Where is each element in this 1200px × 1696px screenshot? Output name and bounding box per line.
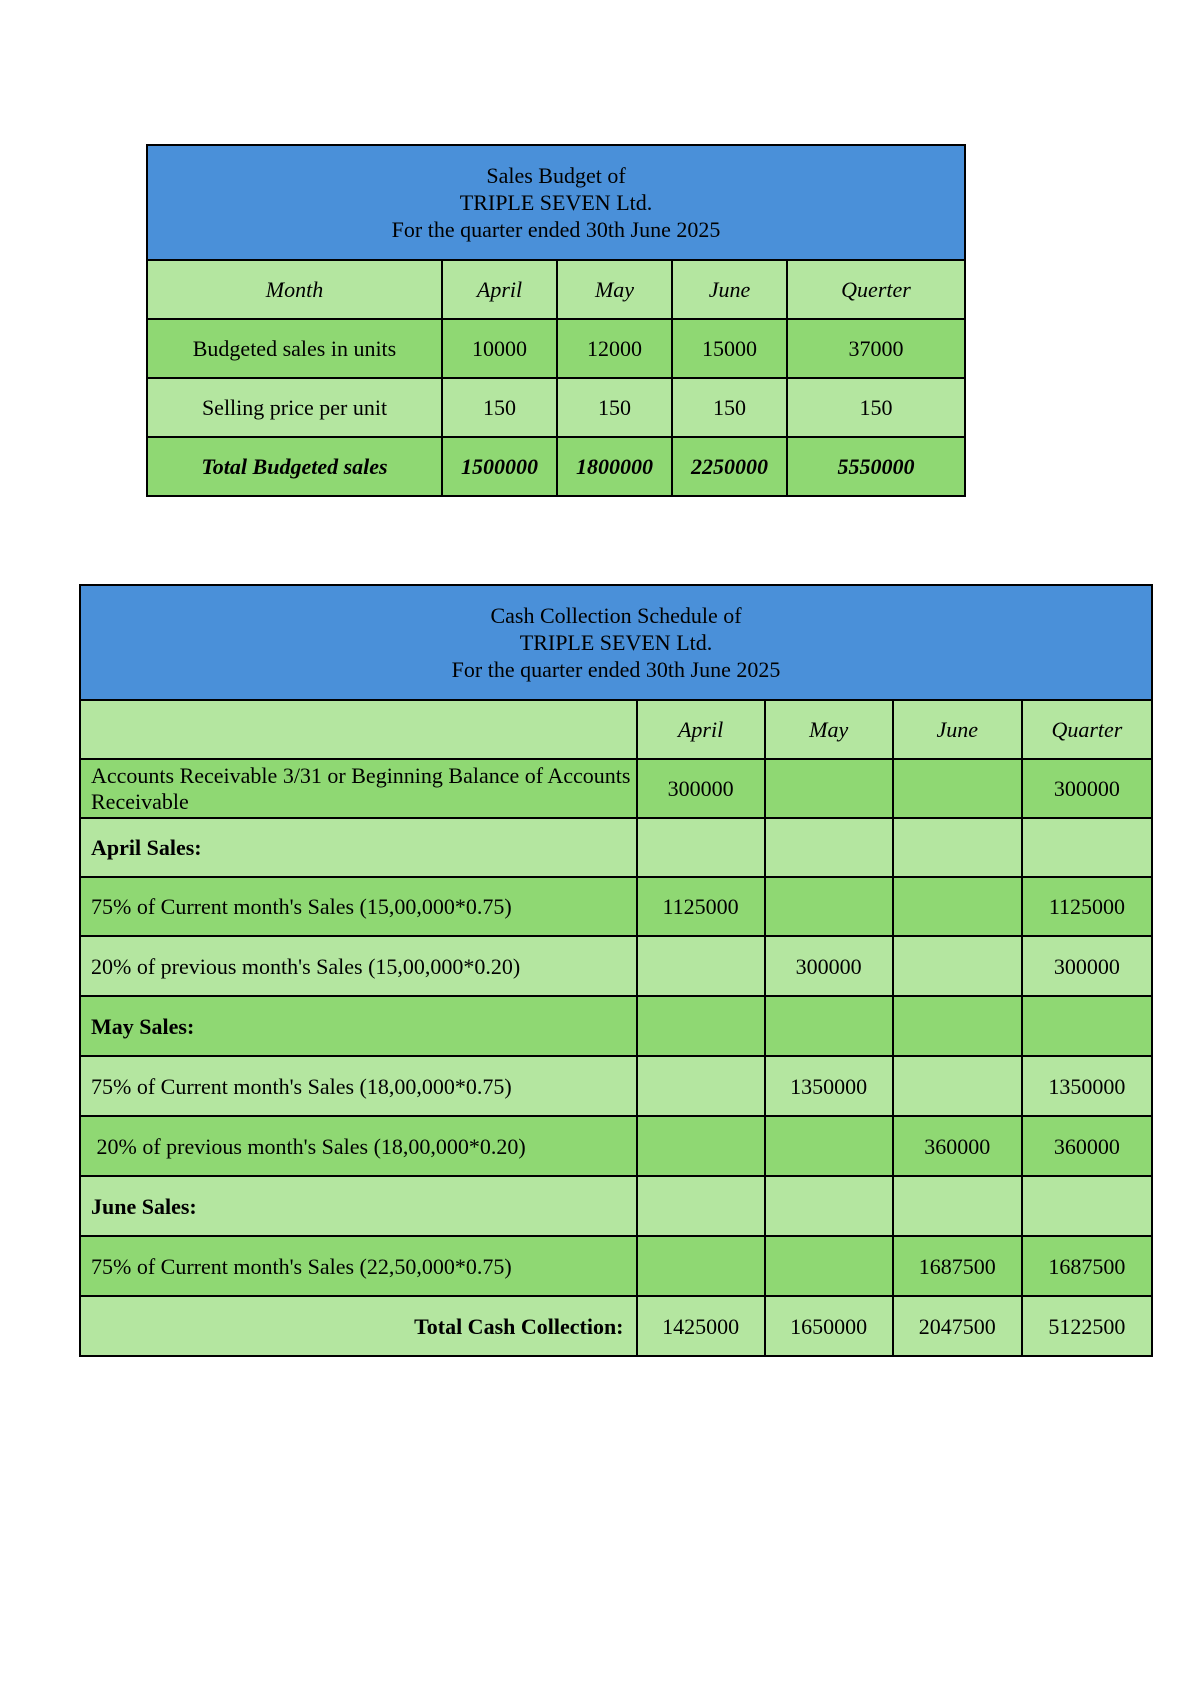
table-row [147, 378, 965, 437]
table-row [80, 877, 1152, 936]
table-cell [637, 936, 765, 996]
table-cell [1022, 996, 1152, 1056]
row-label: 75% of Current month's Sales (15,00,000*0.75) [80, 877, 637, 936]
table-cell: 12000 [557, 319, 672, 378]
table-cell [893, 759, 1022, 818]
table-row [80, 1116, 1152, 1176]
table-cell [765, 877, 893, 936]
table-cell [637, 818, 765, 877]
table-cell: 37000 [787, 319, 965, 378]
cash-schedule-title-line-3: For the quarter ended 30th June 2025 [451, 657, 781, 682]
header-cell: June [672, 260, 787, 319]
cash-schedule-title [80, 585, 1152, 700]
row-label: Accounts Receivable 3/31 or Beginning Balance of Accounts Receivable [80, 759, 637, 818]
table-row [147, 319, 965, 378]
header-cell: Month [147, 260, 442, 319]
table-cell [765, 1236, 893, 1296]
table-row [80, 936, 1152, 996]
total-cell: 1800000 [557, 437, 672, 496]
sales-budget-title-line-1: Sales Budget of [486, 163, 626, 188]
total-row [80, 1296, 1152, 1356]
row-label: 75% of Current month's Sales (22,50,000*0.75) [80, 1236, 637, 1296]
table-cell: 1125000 [637, 877, 765, 936]
table-cell: 1350000 [1022, 1056, 1152, 1116]
table-row [80, 996, 1152, 1056]
table-cell: 300000 [1022, 759, 1152, 818]
total-cell: 5122500 [1022, 1296, 1152, 1356]
row-label: 75% of Current month's Sales (18,00,000*0.75) [80, 1056, 637, 1116]
section-label: May Sales: [80, 996, 637, 1056]
table-cell [893, 877, 1022, 936]
table-cell: 300000 [765, 936, 893, 996]
header-cell: Querter [787, 260, 965, 319]
table-cell [637, 1116, 765, 1176]
table-cell [893, 996, 1022, 1056]
table-row [80, 1176, 1152, 1236]
table-cell [765, 818, 893, 877]
table-cell [893, 936, 1022, 996]
total-cell: 1425000 [637, 1296, 765, 1356]
row-label: 20% of previous month's Sales (18,00,000*0.20) [80, 1116, 637, 1176]
cash-schedule-title-line-2: TRIPLE SEVEN Ltd. [519, 630, 713, 655]
total-cell: 2047500 [893, 1296, 1022, 1356]
sales-budget-title-line-2: TRIPLE SEVEN Ltd. [459, 190, 653, 215]
total-cell: 5550000 [787, 437, 965, 496]
table-cell: 150 [672, 378, 787, 437]
header-cell: April [637, 700, 765, 759]
header-cell: May [557, 260, 672, 319]
header-cell [80, 700, 637, 759]
table-cell: 1687500 [1022, 1236, 1152, 1296]
sales-budget-title-line-3: For the quarter ended 30th June 2025 [391, 217, 721, 242]
header-cell: April [442, 260, 557, 319]
table-row [80, 1056, 1152, 1116]
row-label: Budgeted sales in units [147, 319, 442, 378]
table-cell: 1350000 [765, 1056, 893, 1116]
table-cell [765, 759, 893, 818]
total-label: Total Cash Collection: [80, 1296, 637, 1356]
table-cell [637, 1236, 765, 1296]
table-row [80, 759, 1152, 818]
table-cell: 300000 [1022, 936, 1152, 996]
sales-budget-header-row [147, 260, 965, 319]
row-label: Selling price per unit [147, 378, 442, 437]
cash-schedule-header-row [80, 700, 1152, 759]
table-cell: 150 [442, 378, 557, 437]
sales-budget-title [147, 145, 965, 260]
table-cell [637, 1176, 765, 1236]
table-cell [1022, 818, 1152, 877]
row-label: 20% of previous month's Sales (15,00,000*0.20) [80, 936, 637, 996]
table-cell: 10000 [442, 319, 557, 378]
table-cell [765, 1116, 893, 1176]
table-cell [765, 1176, 893, 1236]
header-cell: Quarter [1022, 700, 1152, 759]
table-row [80, 818, 1152, 877]
cash-collection-table [79, 584, 1153, 1357]
header-cell: May [765, 700, 893, 759]
total-cell: 2250000 [672, 437, 787, 496]
total-cell: 1650000 [765, 1296, 893, 1356]
table-cell [893, 1056, 1022, 1116]
table-cell: 300000 [637, 759, 765, 818]
table-cell [893, 818, 1022, 877]
total-label: Total Budgeted sales [147, 437, 442, 496]
section-label: April Sales: [80, 818, 637, 877]
table-cell: 1687500 [893, 1236, 1022, 1296]
sales-budget-table [146, 144, 966, 497]
table-cell: 1125000 [1022, 877, 1152, 936]
table-cell: 15000 [672, 319, 787, 378]
table-cell: 150 [557, 378, 672, 437]
header-cell: June [893, 700, 1022, 759]
cash-schedule-title-line-1: Cash Collection Schedule of [490, 603, 742, 628]
table-cell [637, 996, 765, 1056]
total-row [147, 437, 965, 496]
table-cell [893, 1176, 1022, 1236]
table-cell: 360000 [893, 1116, 1022, 1176]
table-cell [1022, 1176, 1152, 1236]
table-cell: 360000 [1022, 1116, 1152, 1176]
table-cell: 150 [787, 378, 965, 437]
table-row [80, 1236, 1152, 1296]
table-cell [637, 1056, 765, 1116]
section-label: June Sales: [80, 1176, 637, 1236]
table-cell [765, 996, 893, 1056]
total-cell: 1500000 [442, 437, 557, 496]
